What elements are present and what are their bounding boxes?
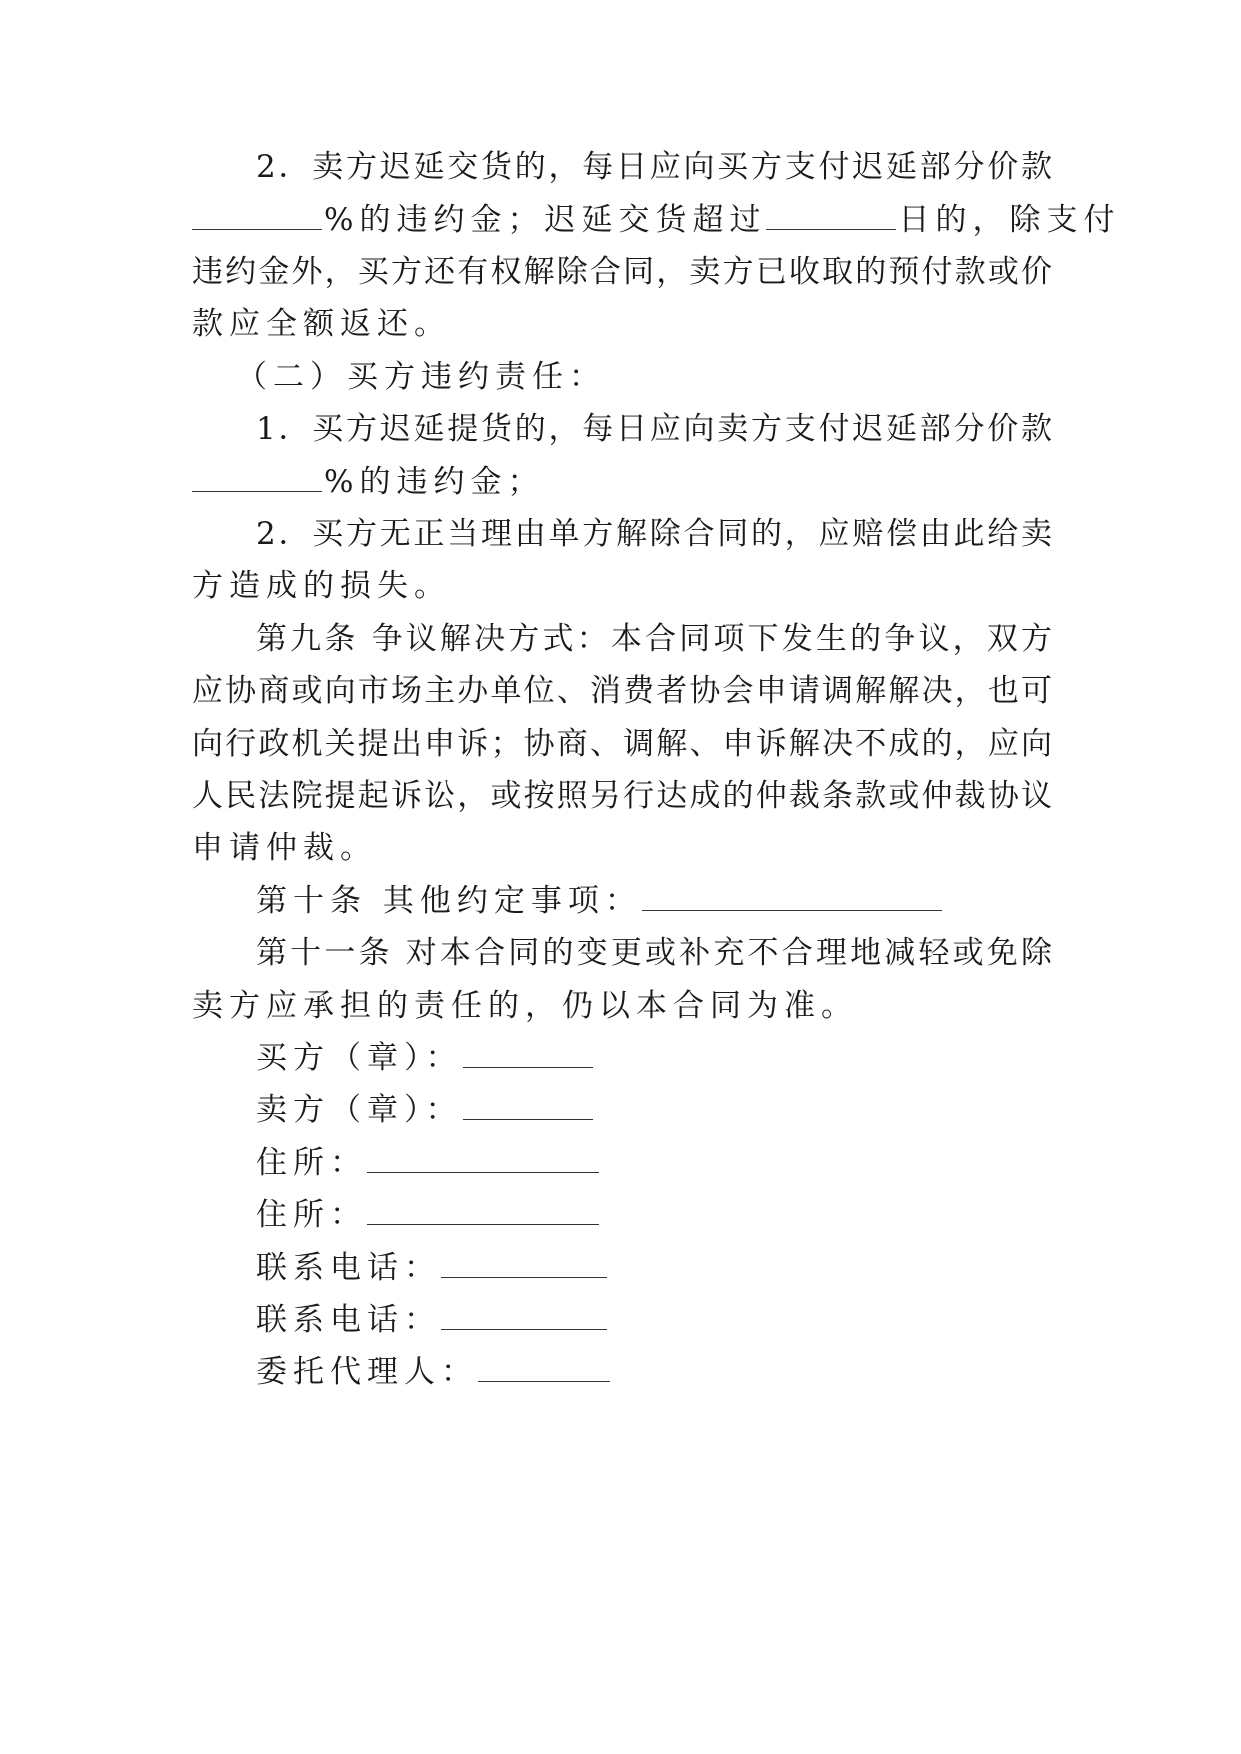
- clause9-line2: 应协商或向市场主办单位、消费者协会申请调解解决，也可: [192, 673, 1052, 709]
- agent-label: 委托代理人：: [256, 1354, 478, 1390]
- clause9-line4: 人民法院提起诉讼，或按照另行达成的仲裁条款或仲裁协议: [192, 778, 1052, 814]
- seller-seal-blank[interactable]: [463, 1089, 593, 1120]
- address-blank-2[interactable]: [367, 1194, 599, 1225]
- buyer-seal-blank[interactable]: [463, 1037, 593, 1068]
- buyer-item1-line1: 1．买方迟延提货的，每日应向卖方支付迟延部分价款: [256, 411, 1052, 447]
- buyer-penalty-rate-blank[interactable]: [192, 461, 322, 492]
- seller-item2-line3: 违约金外，买方还有权解除合同，卖方已收取的预付款或价: [192, 254, 1052, 290]
- address-label-2: 住所：: [256, 1197, 367, 1233]
- phone-label-2: 联系电话：: [256, 1302, 441, 1338]
- address-blank-1[interactable]: [367, 1142, 599, 1173]
- buyer-item1-line2: [192, 454, 1052, 510]
- agent-blank[interactable]: [478, 1351, 610, 1382]
- seller-item2-text-a: %的违约金；迟延交货超过: [324, 202, 767, 238]
- clause9-line1: 第九条 争议解决方式：本合同项下发生的争议，双方: [256, 621, 1052, 657]
- phone-blank-2[interactable]: [441, 1299, 607, 1330]
- phone-line-2: [256, 1292, 856, 1348]
- clause10-label: 第十条 其他约定事项：: [256, 883, 642, 919]
- buyer-item2-line1: 2．买方无正当理由单方解除合同的，应赔偿由此给卖: [256, 516, 1052, 552]
- address-line-2: [256, 1187, 856, 1243]
- other-matters-blank[interactable]: [642, 880, 942, 911]
- buyer-item2-line2: 方造成的损失。: [192, 568, 451, 604]
- buyer-seal-label: 买方（章）：: [256, 1040, 463, 1076]
- phone-line-1: [256, 1240, 856, 1296]
- seller-item2-line2: [192, 192, 1121, 248]
- clause11-line1: 第十一条 对本合同的变更或补充不合理地减轻或免除: [256, 935, 1052, 971]
- seller-item2-text-b: 日的，除支付: [898, 202, 1121, 238]
- address-line-1: [256, 1135, 856, 1191]
- clause9-line5: 申请仲裁。: [192, 830, 377, 866]
- seller-item2-line1: 2．卖方迟延交货的，每日应向买方支付迟延部分价款: [256, 149, 1052, 185]
- agent-line: [256, 1344, 856, 1400]
- delay-days-blank[interactable]: [766, 199, 896, 230]
- seller-seal-label: 卖方（章）：: [256, 1092, 463, 1128]
- buyer-item1-text: %的违约金；: [324, 464, 545, 500]
- phone-label-1: 联系电话：: [256, 1250, 441, 1286]
- buyer-liability-heading: （二）买方违约责任：: [236, 359, 606, 395]
- penalty-rate-blank[interactable]: [192, 199, 322, 230]
- seller-seal-line: [256, 1082, 856, 1138]
- clause11-line2: 卖方应承担的责任的，仍以本合同为准。: [192, 988, 858, 1024]
- seller-item2-line4: 款应全额返还。: [192, 306, 451, 342]
- buyer-seal-line: [256, 1030, 856, 1086]
- clause9-line3: 向行政机关提出申诉；协商、调解、申诉解决不成的，应向: [192, 726, 1052, 762]
- phone-blank-1[interactable]: [441, 1247, 607, 1278]
- clause10-line: [256, 873, 1052, 929]
- address-label-1: 住所：: [256, 1145, 367, 1181]
